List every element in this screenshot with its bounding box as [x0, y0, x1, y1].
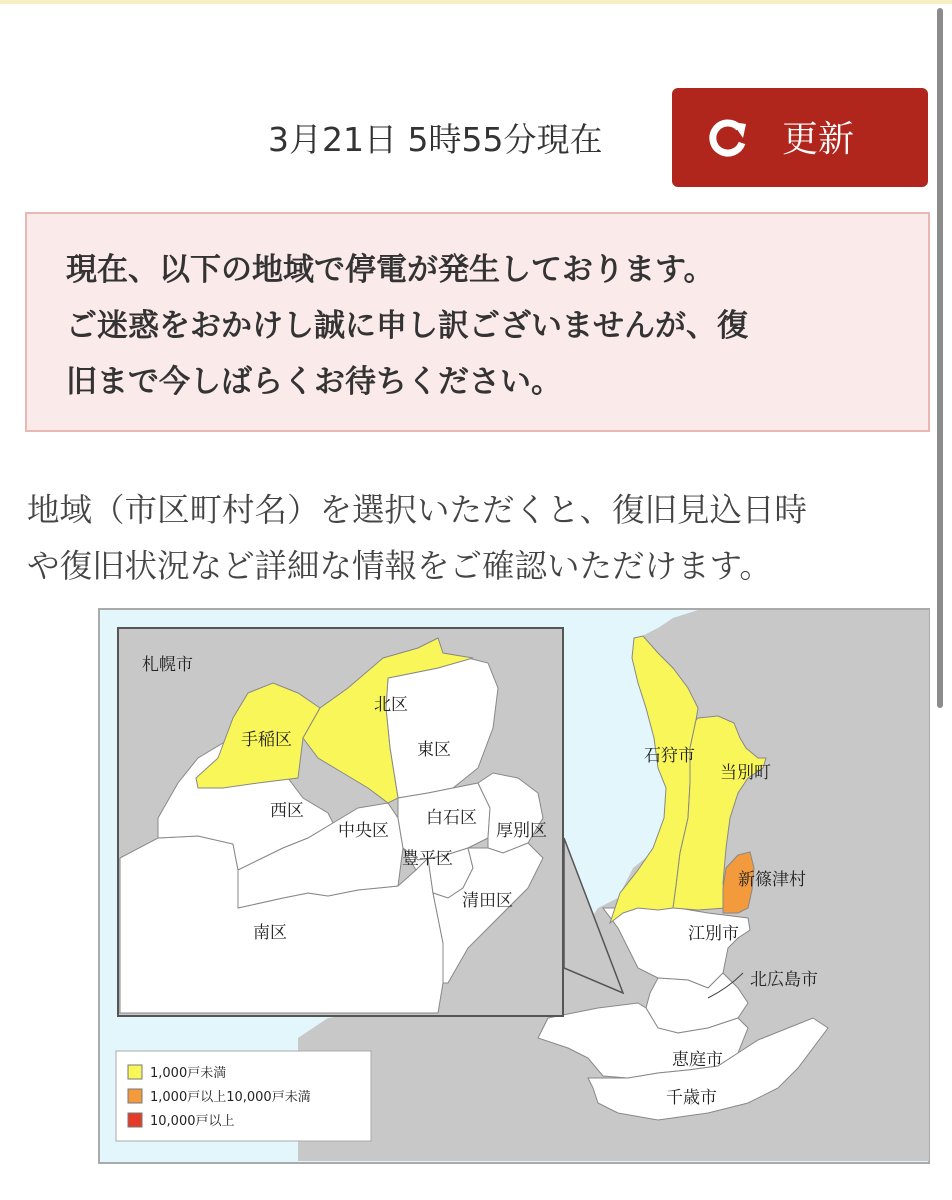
label-kiyota[interactable]: 清田区 — [462, 891, 513, 911]
notice-line: 現在、以下の地域で停電が発生しております。 — [66, 252, 715, 288]
label-eniwa[interactable]: 恵庭市 — [672, 1050, 723, 1070]
outage-map — [98, 608, 930, 1164]
label-minami[interactable]: 南区 — [253, 923, 287, 943]
label-shiroishi[interactable]: 白石区 — [426, 808, 477, 828]
label-kitahiroshima[interactable]: 北広島市 — [750, 970, 818, 990]
label-nishi[interactable]: 西区 — [270, 801, 304, 821]
label-chitose[interactable]: 千歳市 — [666, 1088, 717, 1108]
legend-label: 10,000戸以上 — [150, 1114, 235, 1129]
label-chuo[interactable]: 中央区 — [338, 821, 389, 841]
label-ebetsu[interactable]: 江別市 — [688, 924, 739, 944]
label-shinshinotsu[interactable]: 新篠津村 — [738, 870, 806, 890]
label-toyohira[interactable]: 豊平区 — [402, 849, 453, 869]
notice-line: ご迷惑をおかけし誠に申し訳ございませんが、復 — [66, 308, 748, 344]
legend-swatch — [128, 1065, 142, 1079]
description-line: 地域（市区町村名）を選択いただくと、復旧見込日時 — [27, 491, 808, 529]
notice-line: 旧まで今しばらくお待ちください。 — [66, 364, 562, 400]
refresh-icon[interactable] — [708, 118, 750, 160]
refresh-button-label[interactable]: 更新 — [782, 119, 855, 160]
legend-swatch — [128, 1089, 142, 1103]
label-tobetsu[interactable]: 当別町 — [720, 763, 771, 783]
scrollbar[interactable] — [937, 8, 943, 708]
legend-swatch — [128, 1113, 142, 1127]
label-higashi[interactable]: 東区 — [417, 740, 451, 760]
label-ishikari[interactable]: 石狩市 — [644, 746, 695, 766]
label-kita[interactable]: 北区 — [374, 695, 408, 715]
label-teine[interactable]: 手稲区 — [241, 730, 292, 750]
legend-label: 1,000戸未満 — [150, 1066, 227, 1081]
label-atsubetsu[interactable]: 厚別区 — [496, 821, 547, 841]
legend-label: 1,000戸以上10,000戸未満 — [150, 1090, 311, 1105]
inset-title: 札幌市 — [142, 655, 193, 675]
update-timestamp: 3月21日 5時55分現在 — [268, 120, 603, 159]
top-stripe — [0, 0, 952, 4]
description-line: や復旧状況など詳細な情報をご確認いただけます。 — [27, 547, 772, 585]
